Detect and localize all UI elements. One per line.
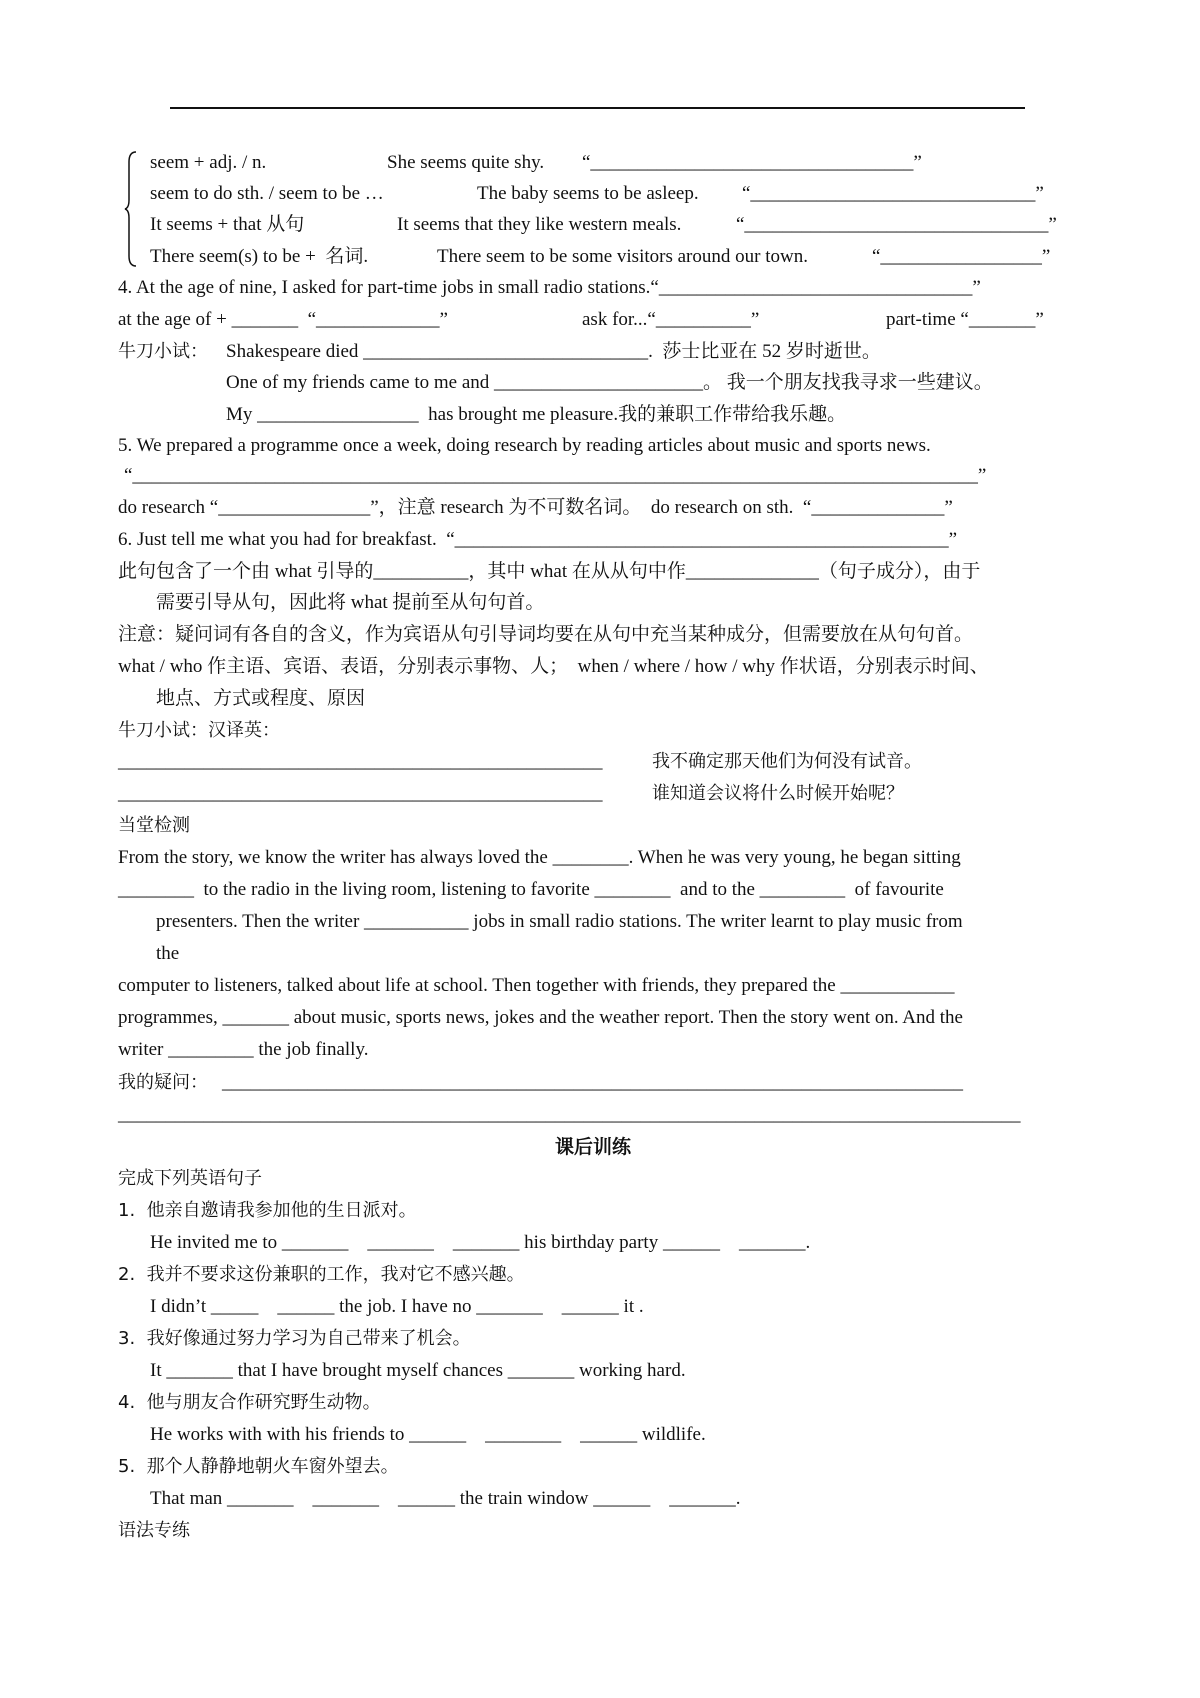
- exercise-3-en: It _______ that I have brought myself chances _______ working hard.: [150, 1360, 686, 1381]
- seem-pattern-1: seem + adj. / n.: [150, 152, 267, 173]
- check-line-5: programmes, _______ about music, sports news, jokes and the weather report. Then the story went on. And the: [118, 1007, 963, 1028]
- item4-phrase-a: at the age of + _______ “_____________”: [118, 309, 448, 330]
- seem-example-1: She seems quite shy.: [387, 152, 545, 173]
- check-line-1: From the story, we know the writer has always loved the ________. When he was very young, he began sitting: [118, 847, 961, 868]
- check-line-6: writer _________ the job finally.: [118, 1039, 369, 1060]
- seem-pattern-4: There seem(s) to be + 名词.: [150, 246, 369, 267]
- item6-note-1: 此句包含了一个由 what 引导的__________，其中 what 在从从句中作______________（句子成分），由于: [118, 561, 981, 582]
- item4-try-2: One of my friends came to me and ______________________。 我一个朋友找我寻求一些建议。: [226, 372, 993, 393]
- seem-pattern-2: seem to do sth. / seem to be …: [150, 183, 384, 204]
- exercise-2-cn: 2. 我并不要求这份兼职的工作，我对它不感兴趣。: [118, 1264, 525, 1285]
- exercise-1-en: He invited me to _______ _______ _______ his birthday party ______ _______.: [150, 1232, 811, 1253]
- item4-try-1: Shakespeare died ______________________________. 莎士比亚在 52 岁时逝世。: [226, 341, 881, 362]
- seem-example-4: There seem to be some visitors around our town.: [437, 246, 808, 267]
- seem-example-2: The baby seems to be asleep.: [477, 183, 699, 204]
- item6-note-3: what / who 作主语、宾语、表语，分别表示事物、人； when / where / how / why 作状语，分别表示时间、: [118, 656, 989, 677]
- classroom-check-title: 当堂检测: [118, 815, 190, 836]
- item5-sentence: 5. We prepared a programme once a week, doing research by reading articles about music and sports news.: [118, 435, 931, 456]
- exercise-4-cn: 4. 他与朋友合作研究野生动物。: [118, 1392, 381, 1413]
- item5-blank-line: “_________________________________________________________________________________________”: [124, 465, 987, 486]
- check-line-3b: the: [156, 943, 180, 964]
- question-blank: ______________________________________________________________________________: [222, 1072, 963, 1093]
- seem-blank-1: “__________________________________”: [582, 152, 922, 173]
- translation-cn-2: 谁知道会议将什么时候开始呢？: [652, 783, 904, 804]
- after-class-title: 课后训练: [555, 1136, 632, 1158]
- translation-blank-1: ___________________________________________________: [118, 751, 603, 772]
- check-line-2: ________ to the radio in the living room, listening to favorite ________ and to the _________ of favourite: [118, 879, 944, 900]
- item6-note-1b: 需要引导从句，因此将 what 提前至从句句首。: [156, 592, 545, 613]
- seem-blank-4: “_________________”: [872, 246, 1051, 267]
- grammar-practice-title: 语法专练: [118, 1520, 190, 1541]
- item4-try-3: My _________________ has brought me pleasure.我的兼职工作带给我乐趣。: [226, 404, 847, 425]
- header-rule: [170, 107, 1025, 109]
- item6-note-3b: 地点、方式或程度、原因: [156, 688, 366, 709]
- translation-cn-1: 我不确定那天他们为何没有试音。: [652, 751, 922, 772]
- exercise-5-cn: 5. 那个人静静地朝火车窗外望去。: [118, 1456, 399, 1477]
- translation-blank-2: ___________________________________________________: [118, 783, 603, 804]
- item6-try-label: 牛刀小试：汉译英：: [118, 720, 280, 741]
- seem-blank-2: “______________________________”: [742, 183, 1044, 204]
- item4-try-label: 牛刀小试：: [118, 341, 208, 362]
- item5-note: do research “________________”，注意 research 为不可数名词。 do research on sth. “______________”: [118, 497, 953, 518]
- seem-example-3: It seems that they like western meals.: [397, 214, 682, 235]
- seem-blank-3: “________________________________”: [736, 214, 1057, 235]
- exercise-4-en: He works with with his friends to ______ ________ ______ wildlife.: [150, 1424, 706, 1445]
- item6-sentence: 6. Just tell me what you had for breakfast. “____________________________________________________”: [118, 529, 958, 550]
- curly-brace: [124, 150, 138, 268]
- check-line-3: presenters. Then the writer ___________ jobs in small radio stations. The writer learnt to play music from: [156, 911, 963, 932]
- exercise-2-en: I didn’t _____ ______ the job. I have no _______ ______ it .: [150, 1296, 644, 1317]
- question-label: 我的疑问：: [118, 1072, 208, 1093]
- exercise-3-cn: 3. 我好像通过努力学习为自己带来了机会。: [118, 1328, 471, 1349]
- item4-phrase-b: ask for...“__________”: [582, 309, 760, 330]
- seem-pattern-3: It seems + that 从句: [150, 214, 305, 235]
- item4-sentence: 4. At the age of nine, I asked for part-time jobs in small radio stations.“_________________________________”: [118, 277, 981, 298]
- exercise-1-cn: 1. 他亲自邀请我参加他的生日派对。: [118, 1200, 417, 1221]
- after-class-instruction: 完成下列英语句子: [118, 1168, 262, 1189]
- check-line-4: computer to listeners, talked about life at school. Then together with friends, they prepared the ____________: [118, 975, 955, 996]
- exercise-5-en: That man _______ _______ ______ the train window ______ _______.: [150, 1488, 741, 1509]
- item6-note-2: 注意：疑问词有各自的含义，作为宾语从句引导词均要在从句中充当某种成分，但需要放在从句句首。: [118, 624, 974, 645]
- question-blank-2: _______________________________________________________________________________________________: [118, 1104, 1021, 1125]
- item4-phrase-c: part-time “_______”: [886, 309, 1044, 330]
